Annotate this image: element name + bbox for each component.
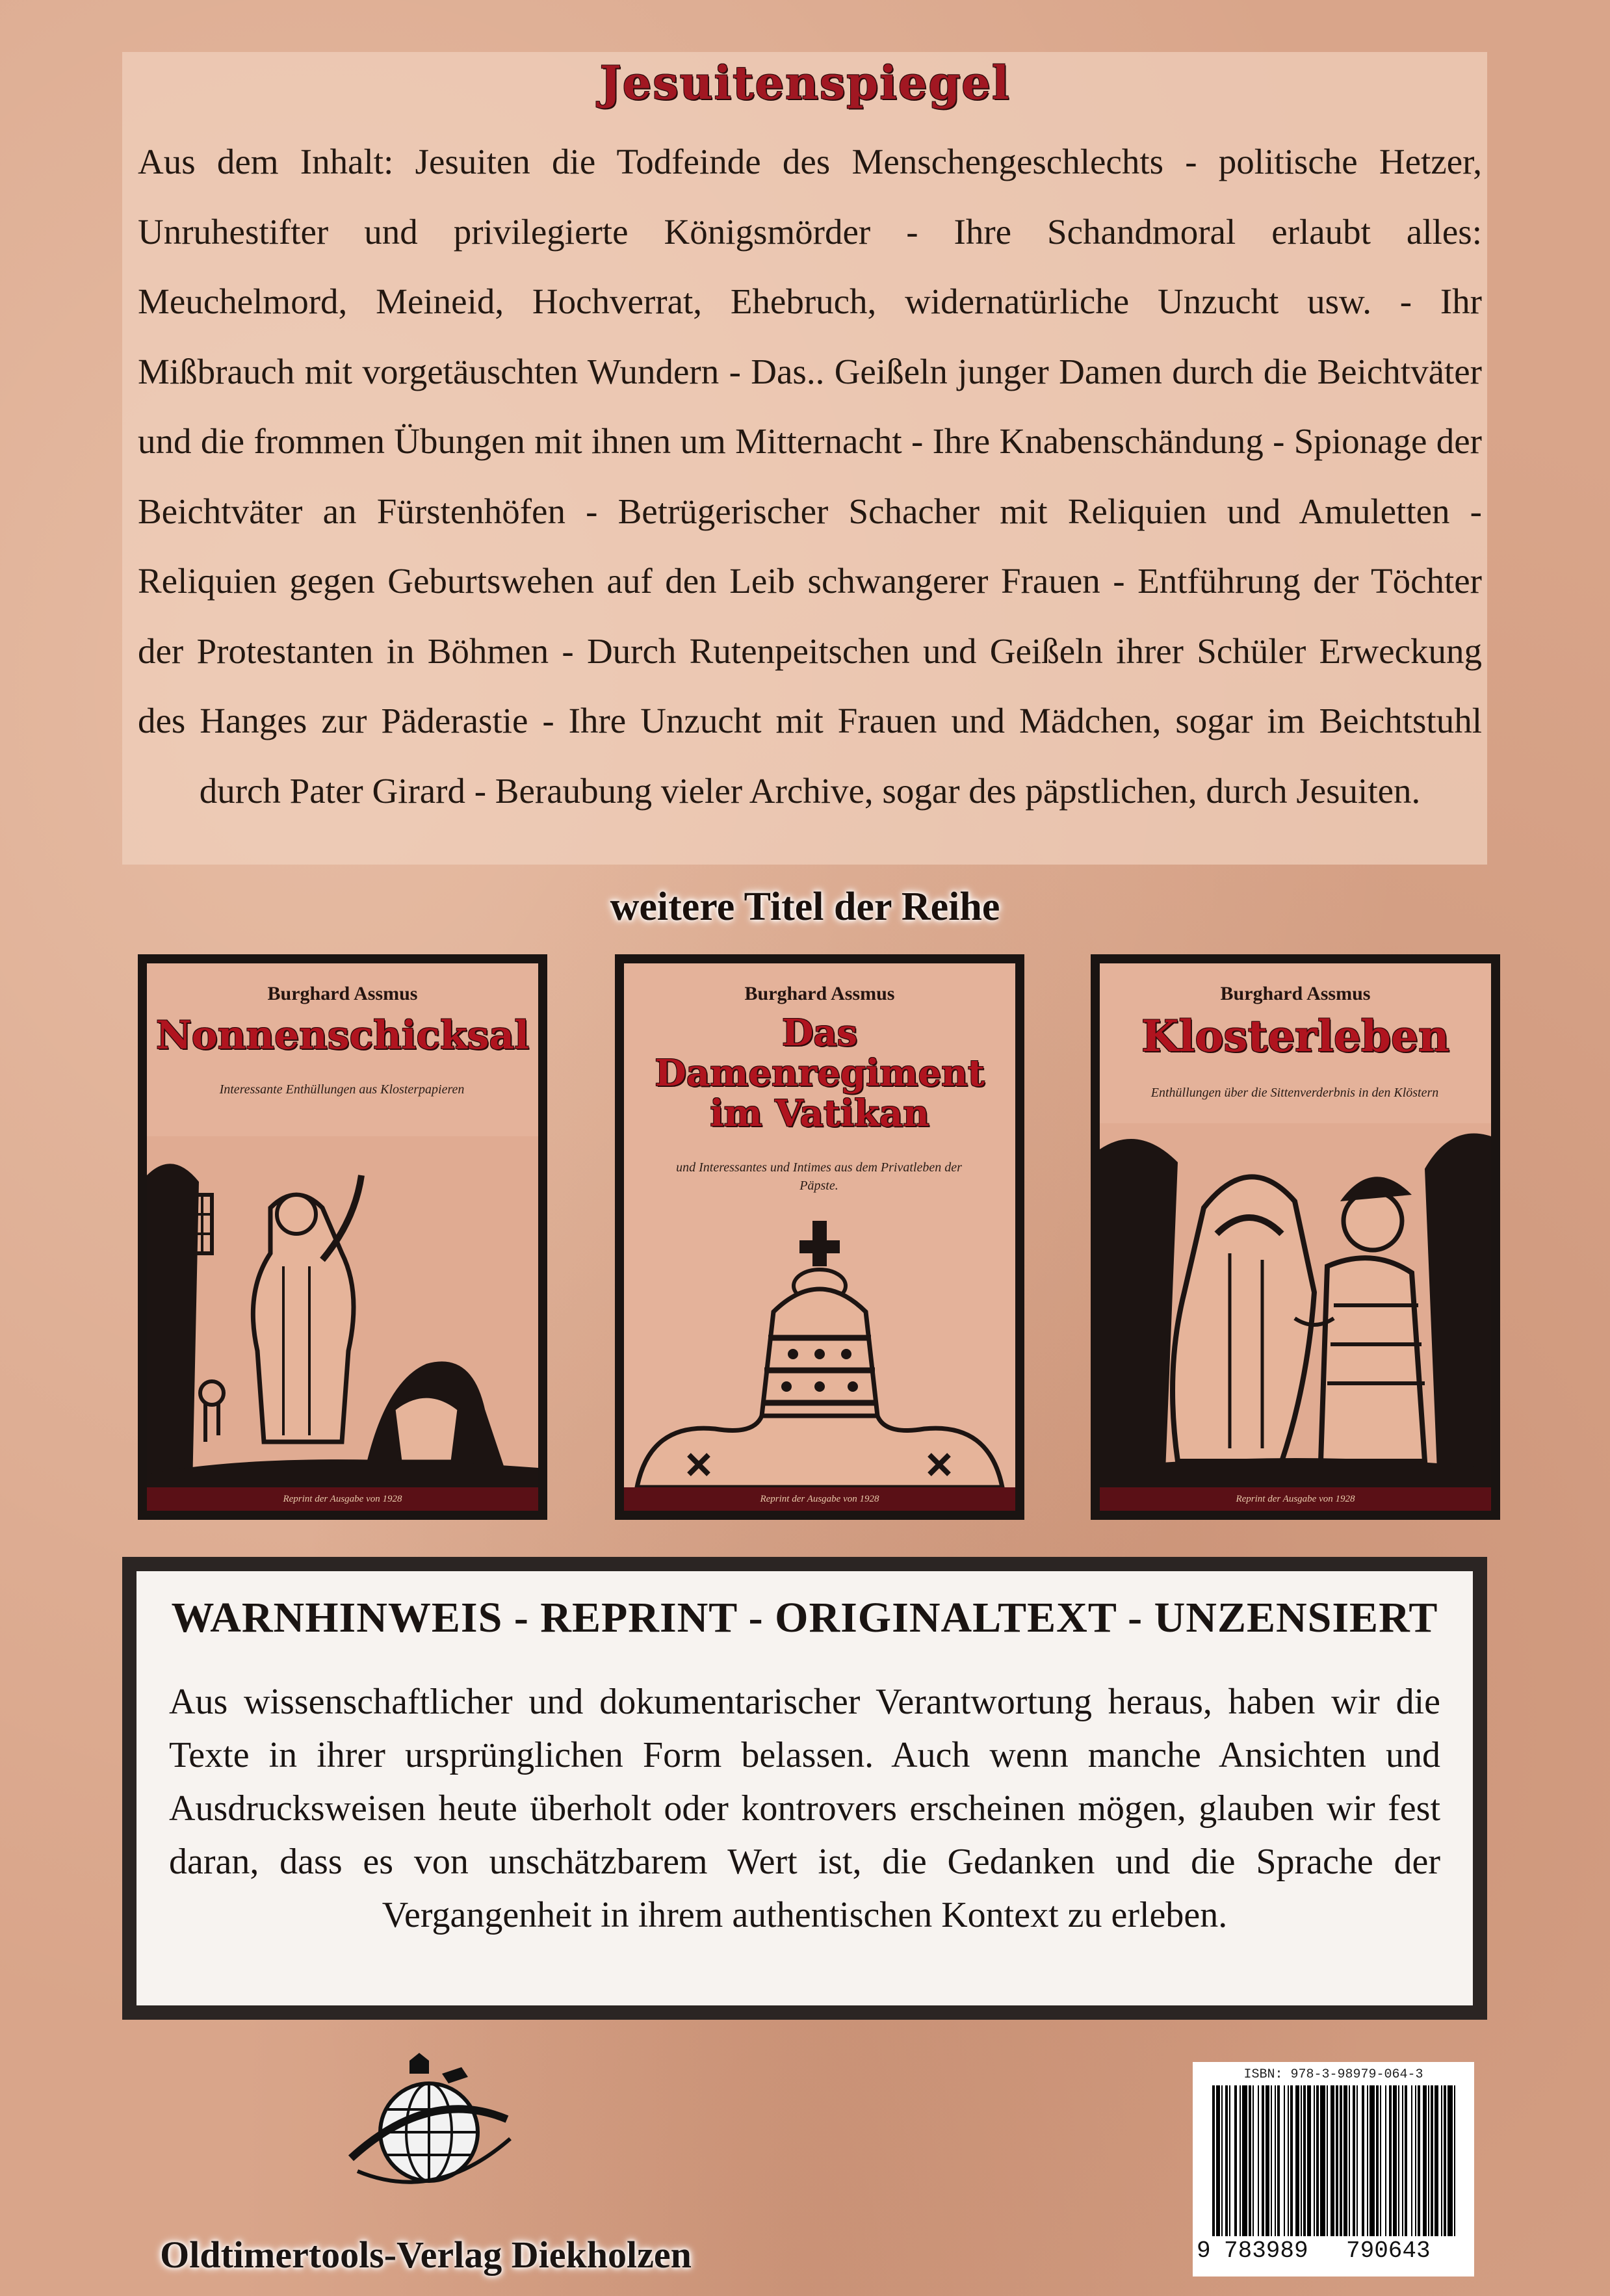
barcode-digits-left: 783989 xyxy=(1224,2237,1308,2264)
barcode-bar xyxy=(1367,2085,1368,2236)
barcode-bar xyxy=(1418,2085,1420,2236)
barcode-bar xyxy=(1340,2085,1342,2236)
monk-illustration xyxy=(147,1136,538,1487)
book-subtitle: und Interessantes und Intimes aus dem Privatleben der Päpste. xyxy=(676,1160,962,1193)
monk-and-woman-illustration xyxy=(1100,1123,1491,1487)
barcode-bar xyxy=(1295,2085,1299,2236)
barcode-bar xyxy=(1370,2085,1375,2236)
book-title: Nonnenschicksal xyxy=(155,1013,530,1058)
book-author: Burghard Assmus xyxy=(1220,983,1371,1004)
book-subtitle: Enthüllungen über die Sittenverderbnis in den Klöstern xyxy=(1150,1086,1439,1100)
barcode-bar xyxy=(1234,2085,1237,2236)
book-subtitle: Interessante Enthüllungen aus Klosterpapieren xyxy=(219,1082,465,1097)
book-band: Reprint der Ausgabe von 1928 xyxy=(147,1487,538,1511)
book-title-line-2: Damenregiment xyxy=(655,1052,985,1095)
page-title: Jesuitenspiegel xyxy=(599,56,1011,110)
barcode-bar xyxy=(1393,2085,1397,2236)
book-cover-klosterleben[interactable] xyxy=(1091,954,1500,1520)
barcode-bar xyxy=(1301,2085,1302,2236)
book-author: Burghard Assmus xyxy=(267,983,418,1004)
isbn-label: ISBN: 978-3-98979-064-3 xyxy=(1243,2067,1423,2082)
barcode-bar xyxy=(1411,2085,1412,2236)
barcode-bar xyxy=(1288,2085,1289,2236)
book-cover-nonnenschicksal[interactable] xyxy=(138,954,547,1520)
barcode-bar xyxy=(1336,2085,1338,2236)
isbn-barcode xyxy=(1193,2062,1474,2276)
barcode-bar xyxy=(1242,2085,1247,2236)
barcode-bar xyxy=(1290,2085,1293,2236)
barcode-bar xyxy=(1357,2085,1358,2236)
barcode-bar xyxy=(1402,2085,1403,2236)
book-band: Reprint der Ausgabe von 1928 xyxy=(1100,1487,1491,1511)
book-title-line-3: im Vatikan xyxy=(710,1092,929,1135)
barcode-bar xyxy=(1303,2085,1306,2236)
barcode-bar xyxy=(1431,2085,1433,2236)
barcode-bar xyxy=(1258,2085,1259,2236)
warning-heading: WARNHINWEIS - REPRINT - ORIGINALTEXT - UNZENSIERT xyxy=(171,1594,1438,1641)
barcode-bar xyxy=(1448,2085,1453,2236)
barcode-bar xyxy=(1314,2085,1315,2236)
barcode-bar xyxy=(1441,2085,1442,2236)
barcode-bar xyxy=(1428,2085,1429,2236)
contents-text: Aus dem Inhalt: Jesuiten die Todfeinde des Menschengeschlechts - politische Hetzer, Unruhestifter und privilegierte Königsmörder - Ihre Schandmoral erlaubt alles: Meuchelmord, Meineid, Hochverrat, Ehebruch, widernatürliche Unzucht usw. - Ihr Mißbrauch mit vorgetäuschten Wundern - Das.. Geißeln junger Damen durch die Beichtväter und die frommen Übungen mit ihnen um Mitternacht - Ihre Knabenschändung - Spionage der Beichtväter an Fürstenhöfen - Betrügerischer Schacher mit Reliquien und Amuletten - Reliquien gegen Geburtswehen auf den Leib schwangerer Frauen - Entführung der Töchter der Protestanten in Böhmen - Durch Rutenpeitschen und Geißeln ihrer Schüler Erweckung des Hanges zur Päderastie - Ihre Unzucht mit Frauen und Mädchen, sogar im Beichtstuhl durch Pater Girard - Beraubung vieler Archive, sogar des päpstlichen, durch Jesuiten. xyxy=(138,142,1482,811)
barcode-bar xyxy=(1229,2085,1230,2236)
barcode-digits-right: 790643 xyxy=(1346,2237,1431,2264)
barcode-bar xyxy=(1405,2085,1407,2236)
barcode-bar xyxy=(1320,2085,1325,2236)
barcode-bar xyxy=(1221,2085,1223,2236)
barcode-bar xyxy=(1327,2085,1328,2236)
barcode-bar xyxy=(1331,2085,1334,2236)
book-band: Reprint der Ausgabe von 1928 xyxy=(624,1487,1015,1511)
tiara-illustration xyxy=(624,1208,1015,1487)
barcode-bar xyxy=(1344,2085,1347,2236)
barcode-bar xyxy=(1262,2085,1264,2236)
warning-text: Aus wissenschaftlicher und dokumentarischer Verantwortung heraus, haben wir die Texte in ihrer ursprünglichen Form belassen. Auch wenn manche Ansichten und Ausdrucksweisen heute überholt oder kontrovers erscheinen mögen, glauben wir fest daran, dass es von unschätzbarem Wert ist, die Gedanken und die Sprache der Vergangenheit in ihrem authentischen Kontext zu erleben. xyxy=(169,1682,1440,1935)
barcode-bar xyxy=(1277,2085,1280,2236)
barcode-bar xyxy=(1444,2085,1446,2236)
barcode-bar xyxy=(1380,2085,1381,2236)
barcode-bar xyxy=(1353,2085,1355,2236)
barcode-bar xyxy=(1398,2085,1399,2236)
barcode-bar xyxy=(1216,2085,1220,2236)
barcode-bar xyxy=(1275,2085,1276,2236)
barcode-bar xyxy=(1435,2085,1438,2236)
series-heading: weitere Titel der Reihe xyxy=(610,885,1000,929)
barcode-bar xyxy=(1307,2085,1311,2236)
barcode-bar xyxy=(1385,2085,1386,2236)
warning-box xyxy=(122,1557,1487,2020)
globe-logo-icon xyxy=(338,2048,520,2204)
barcode-bar xyxy=(1376,2085,1379,2236)
barcode-bar xyxy=(1349,2085,1350,2236)
barcode-bar xyxy=(1225,2085,1228,2236)
barcode-bar xyxy=(1415,2085,1416,2236)
barcode-bar xyxy=(1212,2085,1215,2236)
book-title: Klosterleben xyxy=(1141,1011,1450,1062)
barcode-bar xyxy=(1284,2085,1285,2236)
barcode-bar xyxy=(1362,2085,1364,2236)
barcode-digit-first: 9 xyxy=(1197,2237,1211,2264)
barcode-bar xyxy=(1271,2085,1272,2236)
barcode-bar xyxy=(1249,2085,1251,2236)
barcode-bar xyxy=(1316,2085,1319,2236)
book-title-line-1: Das xyxy=(781,1011,858,1054)
barcode-bar xyxy=(1253,2085,1254,2236)
barcode-bar xyxy=(1266,2085,1269,2236)
publisher-name: Oldtimertools-Verlag Diekholzen xyxy=(160,2234,692,2276)
barcode-bars xyxy=(1212,2085,1456,2236)
book-author: Burghard Assmus xyxy=(744,983,895,1004)
barcode-bar xyxy=(1423,2085,1427,2236)
barcode-bar xyxy=(1240,2085,1241,2236)
barcode-bar xyxy=(1389,2085,1392,2236)
book-cover-damenregiment[interactable] xyxy=(615,954,1024,1520)
barcode-bar xyxy=(1454,2085,1455,2236)
